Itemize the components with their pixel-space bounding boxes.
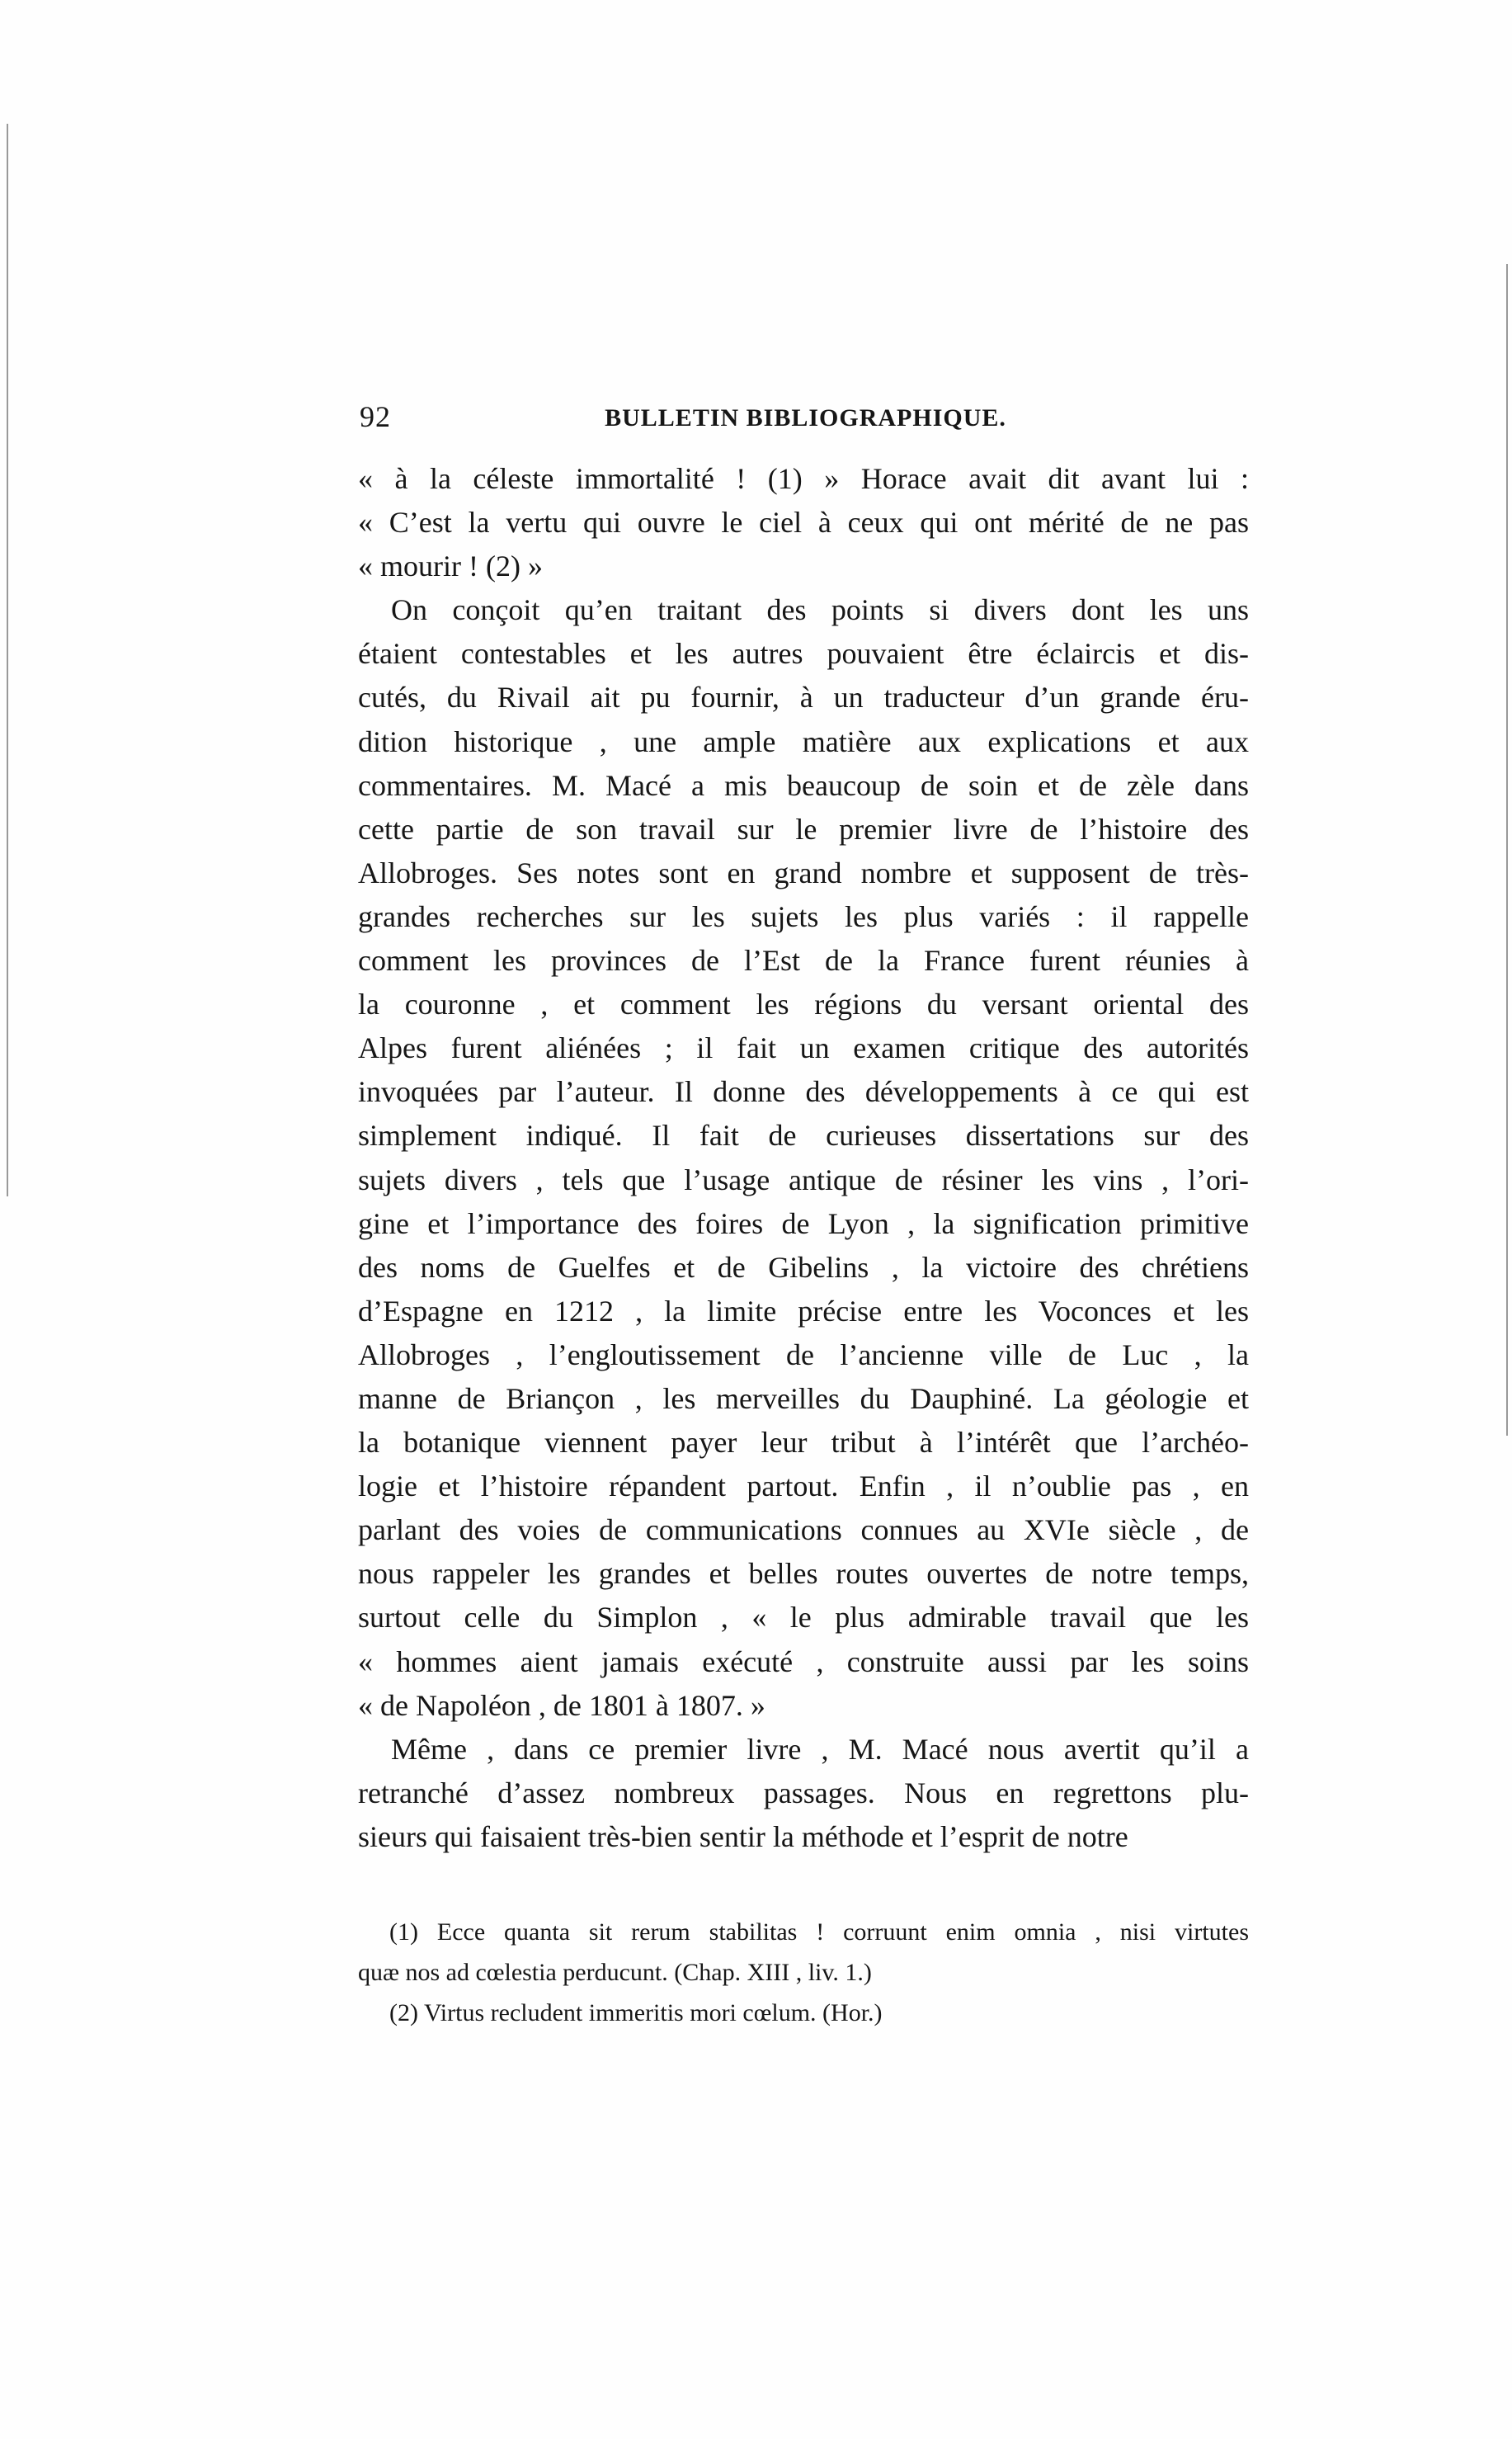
text-line: manne de Briançon , les merveilles du Dauphiné. La géologie et (358, 1381, 1249, 1415)
scan-edge-right (1506, 264, 1508, 1436)
text-line: surtout celle du Simplon , « le plus admirable travail que les (358, 1601, 1249, 1635)
text-line: « de Napoléon , de 1801 à 1807. » (358, 1688, 765, 1722)
text-line: Allobroges. Ses notes sont en grand nombre et supposent de très- (358, 856, 1249, 889)
footnote-line: (1) Ecce quanta sit rerum stabilitas ! corruunt enim omnia , nisi virtutes (389, 1918, 1249, 1946)
text-line: Même , dans ce premier livre , M. Macé nous avertit qu’il a (391, 1732, 1249, 1766)
text-line: parlant des voies de communications connues au XVIe siècle , de (358, 1513, 1249, 1547)
text-line: comment les provinces de l’Est de la France furent réunies à (358, 944, 1249, 978)
text-line: « C’est la vertu qui ouvre le ciel à ceux qui ont mérité de ne pas (358, 506, 1249, 540)
page-number: 92 (360, 400, 391, 433)
text-line: On conçoit qu’en traitant des points si divers dont les uns (391, 593, 1249, 627)
text-line: commentaires. M. Macé a mis beaucoup de soin et de zèle dans (358, 768, 1249, 802)
text-line: logie et l’histoire répandent partout. Enfin , il n’oublie pas , en (358, 1470, 1249, 1503)
text-line: simplement indiqué. Il fait de curieuses dissertations sur des (358, 1119, 1249, 1153)
text-line: retranché d’assez nombreux passages. Nous en regrettons plu- (358, 1776, 1249, 1809)
text-line: d’Espagne en 1212 , la limite précise entre les Voconces et les (358, 1294, 1249, 1328)
text-line: gine et l’importance des foires de Lyon , la signification primitive (358, 1206, 1249, 1240)
text-line: cutés, du Rivail ait pu fournir, à un traducteur d’un grande éru- (358, 681, 1249, 715)
text-line: des noms de Guelfes et de Gibelins , la victoire des chrétiens (358, 1250, 1249, 1284)
text-line: la couronne , et comment les régions du versant oriental des (358, 988, 1249, 1021)
text-line: dition historique , une ample matière aux explications et aux (358, 724, 1249, 758)
text-line: invoquées par l’auteur. Il donne des développements à ce qui est (358, 1075, 1249, 1109)
text-line: cette partie de son travail sur le premier livre de l’histoire des (358, 812, 1249, 846)
text-line: sieurs qui faisaient très-bien sentir la méthode et l’esprit de notre (358, 1819, 1128, 1853)
scan-edge-left (7, 124, 8, 1196)
running-title: BULLETIN BIBLIOGRAPHIQUE. (605, 404, 1006, 432)
text-line: sujets divers , tels que l’usage antique de résiner les vins , l’ori- (358, 1163, 1249, 1196)
footnotes (358, 1914, 1249, 2036)
text-line: Alpes furent aliénées ; il fait un examen critique des autorités (358, 1031, 1249, 1065)
footnote-line: quæ nos ad cœlestia perducunt. (Chap. XIII , liv. 1.) (358, 1959, 872, 1986)
text-line: « mourir ! (2) » (358, 550, 543, 583)
text-line: grandes recherches sur les sujets les plus variés : il rappelle (358, 899, 1249, 933)
footnote-line: (2) Virtus recludent immeritis mori cœlum. (Hor.) (389, 1999, 883, 2026)
text-line: étaient contestables et les autres pouvaient être éclaircis et dis- (358, 637, 1249, 671)
text-line: Allobroges , l’engloutissement de l’ancienne ville de Luc , la (358, 1337, 1249, 1371)
text-line: nous rappeler les grandes et belles routes ouvertes de notre temps, (358, 1557, 1249, 1591)
text-line: la botanique viennent payer leur tribut à l’intérêt que l’archéo- (358, 1426, 1249, 1460)
text-line: « à la céleste immortalité ! (1) » Horace avait dit avant lui : (358, 462, 1249, 495)
text-line: « hommes aient jamais exécuté , construite aussi par les soins (358, 1644, 1249, 1678)
body-text (358, 459, 1249, 1861)
